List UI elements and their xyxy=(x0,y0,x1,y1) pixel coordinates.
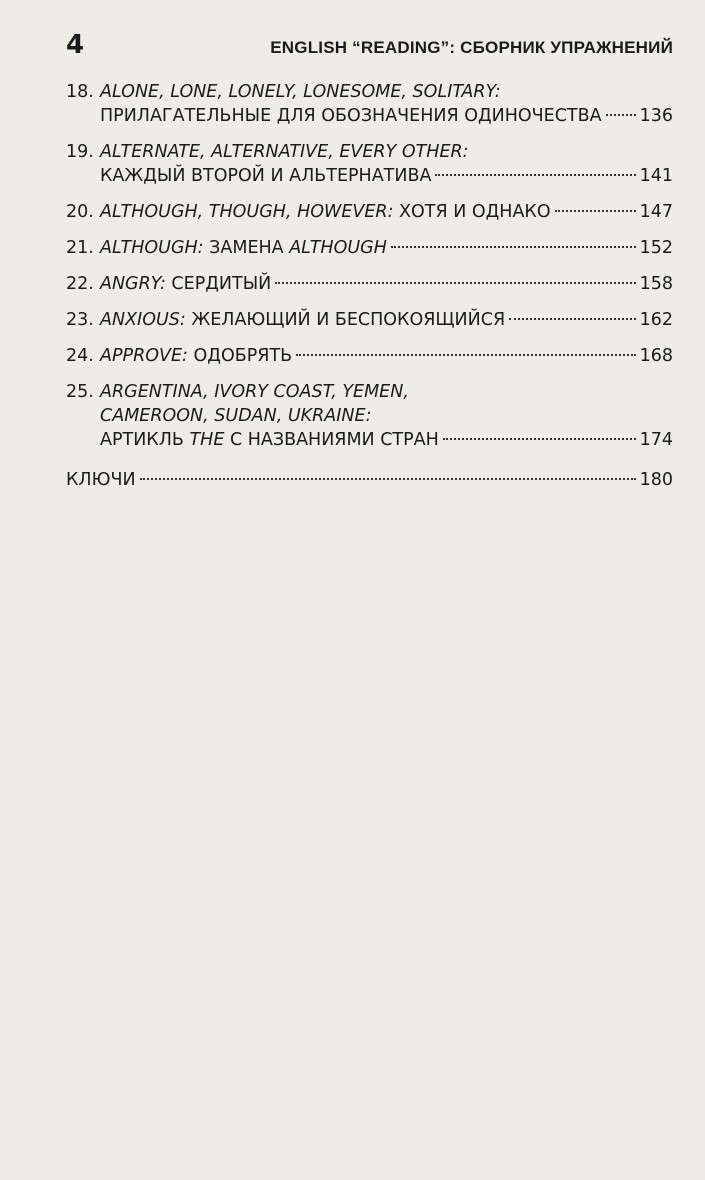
toc-entry-number: 20. xyxy=(66,202,94,222)
toc-entry-title: АРТИКЛЬ THE С НАЗВАНИЯМИ СТРАН xyxy=(100,430,439,450)
toc-entry-line xyxy=(66,200,673,224)
toc-entry-title: ПРИЛАГАТЕЛЬНЫЕ ДЛЯ ОБОЗНАЧЕНИЯ ОДИНОЧЕСТВА xyxy=(100,106,602,126)
page-number: 4 xyxy=(66,30,85,60)
toc-entry-title: КАЖДЫЙ ВТОРОЙ И АЛЬТЕРНАТИВА xyxy=(100,166,432,186)
toc-page-number: 136 xyxy=(639,106,673,126)
table-of-contents xyxy=(66,80,673,492)
dot-leader xyxy=(140,478,636,480)
show-through-text xyxy=(66,490,673,580)
toc-page-number: 162 xyxy=(639,310,673,330)
dot-leader xyxy=(296,354,635,356)
toc-entry-title: APPROVE: ОДОБРЯТЬ xyxy=(100,346,293,366)
toc-entry[interactable] xyxy=(66,272,673,296)
toc-entry-title: ANXIOUS: ЖЕЛАЮЩИЙ И БЕСПОКОЯЩИЙСЯ xyxy=(100,310,506,330)
toc-page-number: 158 xyxy=(639,274,673,294)
toc-entry-line xyxy=(66,468,673,492)
toc-entry[interactable] xyxy=(66,380,673,452)
dot-leader xyxy=(275,282,635,284)
running-head: ENGLISH “READING”: СБОРНИК УПРАЖНЕНИЙ xyxy=(270,38,673,57)
toc-page-number: 141 xyxy=(639,166,673,186)
toc-entry-line xyxy=(66,344,673,368)
toc-entry-title: ALTHOUGH: ЗАМЕНА ALTHOUGH xyxy=(100,238,387,258)
toc-entry-number: 19. xyxy=(66,142,94,162)
toc-entry-line xyxy=(66,380,673,404)
toc-entry[interactable] xyxy=(66,200,673,224)
toc-entry-line xyxy=(66,404,673,428)
toc-entry-line xyxy=(66,164,673,188)
dot-leader xyxy=(443,438,636,440)
toc-entry[interactable] xyxy=(66,308,673,332)
toc-page-number: 174 xyxy=(639,430,673,450)
toc-entry-title: КЛЮЧИ xyxy=(66,470,136,490)
toc-entry-title: ALONE, LONE, LONELY, LONESOME, SOLITARY: xyxy=(100,82,501,102)
toc-entry-number: 23. xyxy=(66,310,94,330)
toc-entry[interactable] xyxy=(66,236,673,260)
toc-entry-title: CAMEROON, SUDAN, UKRAINE: xyxy=(100,406,372,426)
toc-entry-line xyxy=(66,80,673,104)
toc-entry-line xyxy=(66,428,673,452)
dot-leader xyxy=(435,174,635,176)
toc-entry[interactable] xyxy=(66,80,673,128)
toc-entry-title: ALTERNATE, ALTERNATIVE, EVERY OTHER: xyxy=(100,142,469,162)
toc-entry-number: 22. xyxy=(66,274,94,294)
toc-entry-line xyxy=(66,272,673,296)
toc-entry-number: 21. xyxy=(66,238,94,258)
toc-entry-line xyxy=(66,104,673,128)
toc-page-number: 180 xyxy=(639,470,673,490)
dot-leader xyxy=(606,114,636,116)
dot-leader xyxy=(391,246,636,248)
toc-page-number: 168 xyxy=(639,346,673,366)
toc-entry-line xyxy=(66,140,673,164)
toc-entry-line xyxy=(66,236,673,260)
dot-leader xyxy=(509,318,635,320)
toc-entry-title: ALTHOUGH, THOUGH, HOWEVER: ХОТЯ И ОДНАКО xyxy=(100,202,551,222)
toc-entry-number: 24. xyxy=(66,346,94,366)
toc-entry-title: ARGENTINA, IVORY COAST, YEMEN, xyxy=(100,382,409,402)
toc-page-number: 152 xyxy=(639,238,673,258)
toc-page-number: 147 xyxy=(639,202,673,222)
toc-entry-line xyxy=(66,308,673,332)
toc-entry[interactable] xyxy=(66,344,673,368)
toc-entry-number: 25. xyxy=(66,382,94,402)
toc-entry[interactable] xyxy=(66,468,673,492)
toc-entry[interactable] xyxy=(66,140,673,188)
dot-leader xyxy=(555,210,636,212)
toc-entry-title: ANGRY: СЕРДИТЫЙ xyxy=(100,274,272,294)
toc-entry-number: 18. xyxy=(66,82,94,102)
